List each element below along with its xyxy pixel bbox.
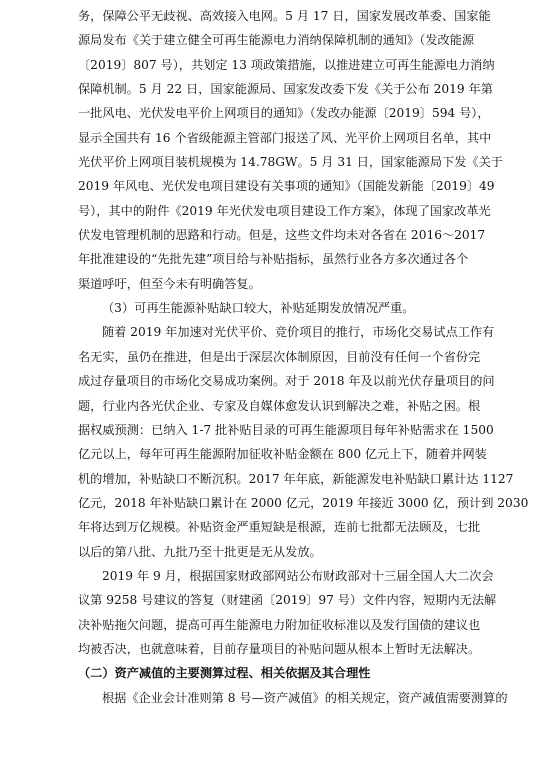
text-line: 年批准建设的“先批先建”项目给与补贴指标，虽然行业各方多次通过各个	[78, 252, 469, 267]
closing-text-line: 根据《企业会计准则第 8 号—资产减值》的相关规定，资产减值需要测算的	[102, 690, 508, 705]
text-line: 号），其中的附件《2019 年光伏发电项目建设工作方案》，体现了国家改革光	[78, 203, 491, 218]
text-line: 显示全国共有 16 个省级能源主管部门报送了风、光平价上网项目名单，其中	[78, 130, 492, 145]
text-line: 务，保障公平无歧视、高效接入电网。5 月 17 日，国家发展改革委、国家能	[78, 9, 491, 23]
paragraph-p4	[78, 564, 497, 661]
text-line: 〔2019〕807 号），共划定 13 项政策措施，以推进建立可再生能源电力消纳	[78, 57, 495, 72]
text-line: 亿元以上，每年可再生能源附加征收补贴金额在 800 亿元上下，随着并网装	[78, 447, 487, 462]
text-line: 均被否决，也就意味着，目前存量项目的补贴问题从根本上暂时无法解决。	[78, 641, 481, 656]
paragraph-p2	[78, 296, 462, 320]
text-line: 年将达到万亿规模。补贴资金严重短缺是根源，连前七批都无法顾及，七批	[78, 520, 481, 535]
paragraph-p1	[78, 4, 503, 296]
document-body	[78, 0, 529, 710]
text-line: 随着 2019 年加速对光伏平价、竞价项目的推行，市场化交易试点工作有	[102, 325, 495, 340]
section-heading: （二）资产减值的主要测算过程、相关依据及其合理性	[78, 666, 371, 681]
text-line: 议第 9258 号建议的答复（财建函〔2019〕97 号）文件内容，短期内无法解	[78, 593, 497, 608]
text-line: 2019 年 9 月，根据国家财政部网站公布财政部对十三届全国人大二次会	[102, 568, 494, 583]
text-line: 决补贴拖欠问题，提高可再生能源电力附加征收标准以及发行国债的建议也	[78, 617, 481, 632]
text-line: 一批风电、光伏发电平价上网项目的通知》（发改办能源〔2019〕594 号），	[78, 106, 490, 121]
text-line: 渠道呼吁，但至今未有明确答复。	[78, 276, 261, 291]
text-line: 以后的第八批、九批乃至十批更是无从发放。	[78, 544, 322, 559]
text-line: 名无实，虽仍在推进，但是出于深层次体制原因，目前没有任何一个省份完	[78, 349, 481, 364]
text-line: 源局发布《关于建立健全可再生能源电力消纳保障机制的通知》（发改能源	[78, 33, 475, 48]
text-line: 成过存量项目的市场化交易成功案例。对于 2018 年及以前光伏存量项目的问	[78, 374, 495, 389]
text-line: 保障机制。5 月 22 日，国家能源局、国家发改委下发《关于公布 2019 年第	[78, 82, 493, 97]
text-line: 伏发电管理机制的思路和行动。但是，这些文件均未对各省在 2016～2017	[78, 228, 486, 243]
text-line: 题，行业内各光伏企业、专家及自媒体愈发认识到解决之难，补贴之困。根	[78, 398, 481, 413]
text-line: （3）可再生能源补贴缺口较大，补贴延期发放情况严重。	[102, 301, 415, 316]
text-line: 亿元，2018 年补贴缺口累计在 2000 亿元，2019 年接近 3000 亿，预计到 2030	[78, 495, 529, 510]
text-line: 机的增加，补贴缺口不断沉积。2017 年年底，新能源发电补贴缺口累计达 1127	[78, 471, 514, 486]
text-line: 据权威预测：已纳入 1-7 批补贴目录的可再生能源项目每年补贴需求在 1500	[78, 422, 494, 437]
text-line: 2019 年风电、光伏发电项目建设有关事项的通知》（国能发新能〔2019〕49	[78, 179, 495, 194]
paragraph-p3	[78, 320, 529, 563]
text-line: 光伏平价上网项目装机规模为 14.78GW。5 月 31 日，国家能源局下发《关于	[78, 155, 503, 170]
